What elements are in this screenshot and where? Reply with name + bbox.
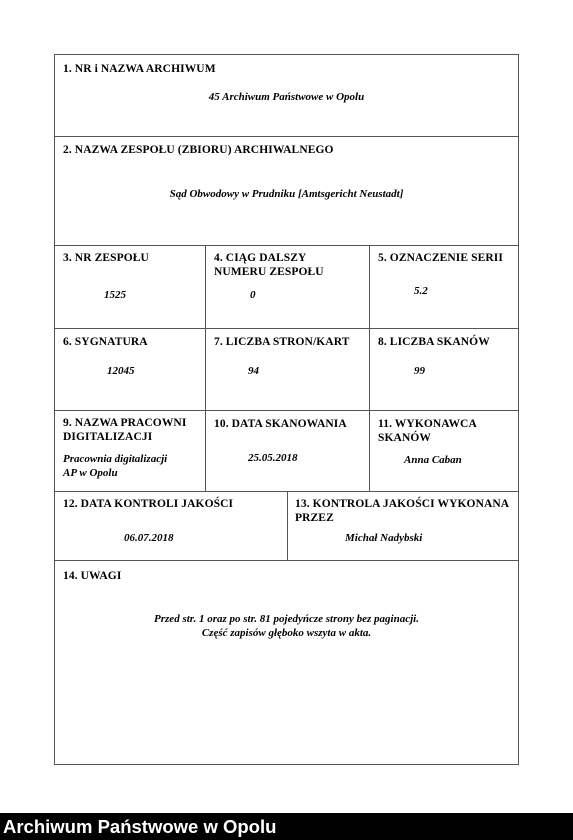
continuation-label-2: NUMERU ZESPOŁU [214, 266, 324, 278]
metadata-form [54, 54, 519, 765]
cell-scanner [369, 411, 518, 491]
row-digitization [55, 411, 518, 492]
cell-lab [55, 411, 205, 491]
scanner-value: Anna Caban [404, 454, 462, 466]
signature-value: 12045 [107, 365, 135, 377]
continuation-value: 0 [250, 289, 256, 301]
cell-scans [369, 329, 518, 410]
cell-series [369, 246, 518, 328]
fonds-no-value: 1525 [104, 289, 126, 301]
archive-footer-banner: Archiwum Państwowe w Opolu [0, 813, 573, 840]
pages-label: 7. LICZBA STRON/KART [214, 336, 350, 348]
series-value: 5.2 [414, 285, 428, 297]
notes-line-1: Przed str. 1 oraz po str. 81 pojedyńcze strony bez paginacji. [154, 613, 419, 625]
qc-by-label-1: 13. KONTROLA JAKOŚCI WYKONANA [295, 498, 510, 510]
row-archive [55, 55, 518, 137]
qc-by-label-2: PRZEZ [295, 512, 334, 524]
row-signature [55, 329, 518, 411]
cell-continuation [205, 246, 369, 328]
scanner-label-1: 11. WYKONAWCA [378, 418, 477, 430]
cell-fonds-no [55, 246, 205, 328]
row-quality-control [55, 492, 518, 561]
series-label: 5. OZNACZENIE SERII [378, 252, 503, 264]
qc-by-value: Michał Nadybski [345, 532, 423, 544]
lab-value-2: AP w Opolu [63, 467, 118, 479]
scan-date-label: 10. DATA SKANOWANIA [214, 418, 347, 430]
lab-label-1: 9. NAZWA PRACOWNI [63, 417, 187, 429]
cell-pages [205, 329, 369, 410]
cell-qc-date [55, 492, 287, 560]
row-fonds-number [55, 246, 518, 329]
cell-scan-date [205, 411, 369, 491]
lab-value-1: Pracownia digitalizacji [63, 453, 168, 465]
row-notes [55, 561, 518, 764]
qc-date-label: 12. DATA KONTROLI JAKOŚCI [63, 498, 234, 510]
fonds-no-label: 3. NR ZESPOŁU [63, 252, 149, 264]
fonds-name-label: 2. NAZWA ZESPOŁU (ZBIORU) ARCHIWALNEGO [63, 144, 334, 156]
notes-line-2: Część zapisów głęboko wszyta w akta. [201, 627, 372, 639]
fonds-name-value: Sąd Obwodowy w Prudniku [Amtsgericht Neustadt] [169, 188, 404, 200]
continuation-label-1: 4. CIĄG DALSZY [214, 252, 307, 264]
scans-label: 8. LICZBA SKANÓW [378, 336, 490, 348]
row-fonds-name [55, 137, 518, 246]
qc-date-value: 06.07.2018 [124, 532, 174, 544]
archive-label: 1. NR i NAZWA ARCHIWUM [63, 63, 216, 75]
signature-label: 6. SYGNATURA [63, 336, 148, 348]
cell-qc-by [287, 492, 518, 560]
pages-value: 94 [248, 365, 259, 377]
cell-signature [55, 329, 205, 410]
notes-label: 14. UWAGI [63, 570, 122, 582]
scans-value: 99 [414, 365, 425, 377]
lab-label-2: DIGITALIZACJI [63, 431, 153, 443]
scan-date-value: 25.05.2018 [248, 452, 298, 464]
archive-value: 45 Archiwum Państwowe w Opolu [208, 91, 365, 103]
scanner-label-2: SKANÓW [378, 432, 431, 444]
